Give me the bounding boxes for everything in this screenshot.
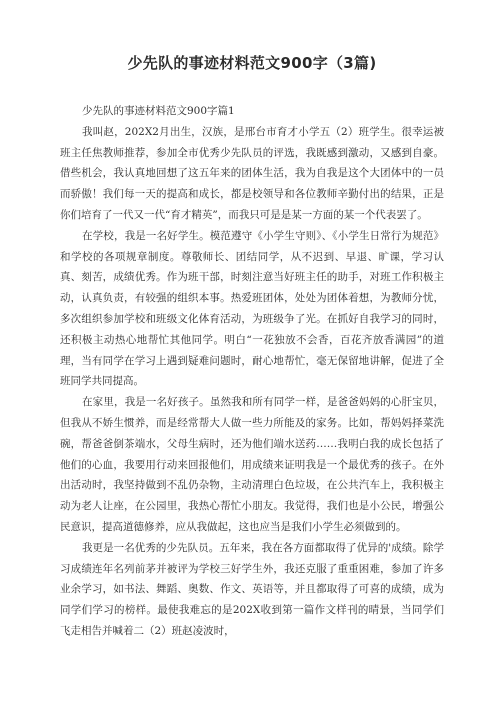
paragraph-4: 我更是一名优秀的少先队员。五年来，我在各方面都取得了优异的'成绩。除学习成绩连年名列前茅并被评为学校三好学生外，我还克服了重重困难，参加了许多业余学习，如书法、舞蹈、奥数、作文、英语等，并且都取得了可喜的成绩，成为同学们学习的榜样。最使我难忘的是202X收到第一篇作文样刊的晴景，当同学们飞走相告并喊着二（2）班赵凌波时， xyxy=(60,541,444,637)
paragraph-3: 在家里，我是一名好孩子。虽然我和所有同学一样，是爸爸妈妈的心肝宝贝，但我从不娇生惯养，而是经常帮大人做一些力所能及的家务。比如，帮妈妈择菜洗碗，帮爸爸倒茶端水，父母生病时，还为他们端水送药……我明白我的成长包括了他们的心血，我要用行动来回报他们，用成绩来证明我是一个最优秀的孩子。在外出活动时，我坚持做到不乱仍杂物，主动清理白色垃圾，在公共汽车上，我积极主动为老人让座，在公园里，我热心帮忙小朋友。我觉得，我们也是小公民，增强公民意识，提高道德修养，应从我做起，这也应当是我们小学生必须做到的。 xyxy=(60,396,444,533)
paragraph-2: 在学校，我是一名好学生。模范遵守《小学生守则》、《小学生日常行为规范》和学校的各项规章制度。尊敬师长、团结同学，从不迟到、早退、旷课，学习认真、刻苦，成绩优秀。作为班干部，时刻注意当好班主任的助手，对班工作积极主动，认真负责，有较强的组织本事。热爱班团体，处处为团体着想，为教师分忧，多次组织参加学校和班级文化体育活动，为班级争了光。在抓好自我学习的同时，还积极主动热心地帮忙其他同学。明白“一花独放不会香，百花齐放香满园”的道理，当有同学在学习上遇到疑难问题时，耐心地帮忙，毫无保留地讲解，促进了全班同学共同提高。 xyxy=(60,229,444,388)
document-title: 少先队的事迹材料范文900字（3篇) xyxy=(127,54,377,72)
section-subtitle: 少先队的事迹材料范文900字篇1 xyxy=(82,105,235,117)
paragraph-1: 我叫赵，202X2月出生，汉族，是邢台市育才小学五（2）班学生。很幸运被班主任焦教师推荐，参加全市优秀少先队员的评选，我既感到激动，又感到自豪。借些机会，我认真地回想了这五年来的团体生活，我为自我是这个大团体中的一员而骄傲！我们每一天的提高和成长，都是校领导和各位教师辛勤付出的结果，正是你们培育了一代又一代“育才精英”，而我只可是是某一方面的某一个代表罢了。 xyxy=(60,125,444,221)
